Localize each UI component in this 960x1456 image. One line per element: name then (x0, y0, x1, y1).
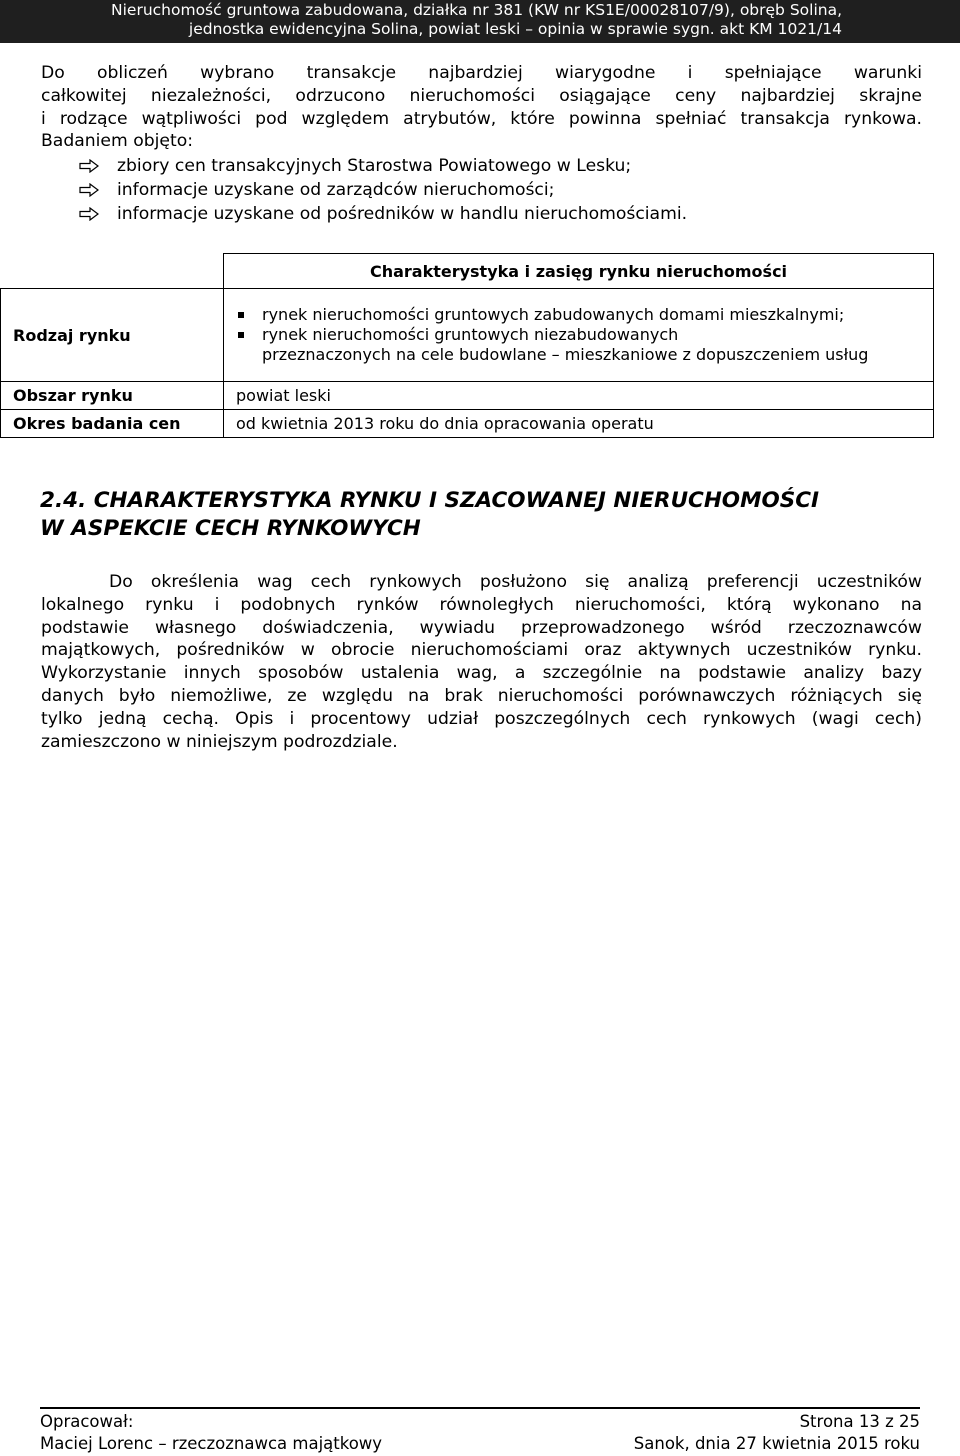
table-row (1, 289, 934, 382)
footer-prepared-label: Opracował: (40, 1412, 134, 1431)
intro-line: całkowitej niezależności, odrzucono nieruchomości osiągające ceny najbardziej skrajne (41, 85, 922, 106)
row-label-obszar: Obszar rynku (1, 382, 224, 410)
square-bullet-icon (238, 312, 244, 318)
intro-paragraph (41, 62, 922, 130)
list-item-text: informacje uzyskane od zarządców nieruchomości; (117, 180, 555, 200)
footer-divider (40, 1407, 920, 1409)
section-heading-line: 2.4. CHARAKTERYSTYKA RYNKU I SZACOWANEJ NIERUCHOMOŚCI (40, 488, 820, 513)
bullet-item (236, 305, 933, 325)
row-label-rodzaj: Rodzaj rynku (1, 289, 224, 382)
section-heading (40, 487, 819, 543)
body-line: majątkowych, pośredników w obrocie nieruchomościami oraz aktywnych uczestników rynku. (41, 640, 922, 661)
row-value-okres: od kwietnia 2013 roku do dnia opracowania operatu (224, 410, 934, 438)
body-line: Do określenia wag cech rynkowych posłużono się analizą preferencji uczestników (109, 572, 922, 592)
table-header-row (1, 254, 934, 289)
bullet-text: przeznaczonych na cele budowlane – mieszkaniowe z dopuszczeniem usług (262, 345, 869, 364)
row-label-okres: Okres badania cen (1, 410, 224, 438)
table-header: Charakterystyka i zasięg rynku nieruchomości (224, 254, 934, 289)
list-item-text: informacje uzyskane od pośredników w handlu nieruchomościami. (117, 204, 688, 224)
bullet-text: rynek nieruchomości gruntowych zabudowanych domami mieszkalnymi; (262, 305, 845, 324)
scope-list (79, 154, 687, 226)
footer-place-date: Sanok, dnia 27 kwietnia 2015 roku (633, 1434, 920, 1453)
row-value-rodzaj (224, 289, 934, 382)
intro-line: Do obliczeń wybrano transakcje najbardziej wiarygodne i spełniające warunki (41, 63, 922, 83)
header-line-1: Nieruchomość gruntowa zabudowana, działka nr 381 (KW nr KS1E/00028107/9), obręb Solina, (111, 1, 842, 19)
intro-line: i rodzące wątpliwości pod względem atrybutów, które powinna spełniać transakcja rynkowa. (41, 108, 922, 129)
market-table (0, 253, 934, 438)
square-bullet-icon (238, 332, 244, 338)
body-line: tylko jedną cechą. Opis i procentowy udział poszczególnych cech rynkowych (wagi cech) (41, 708, 922, 729)
body-line: zamieszczono w niniejszym podrozdziale. (41, 731, 398, 752)
body-line: Wykorzystanie innych sposobów ustalenia wag, a szczególnie na podstawie analizy bazy (41, 663, 922, 684)
intro-last-line: Badaniem objęto: (41, 131, 194, 151)
bullet-text: rynek nieruchomości gruntowych niezabudowanych (262, 325, 679, 344)
row-value-obszar: powiat leski (224, 382, 934, 410)
arrow-right-icon (79, 207, 99, 221)
list-item (79, 154, 687, 178)
bullet-continuation (236, 345, 933, 365)
table-row (1, 410, 934, 438)
list-item (79, 202, 687, 226)
table-row (1, 382, 934, 410)
footer-page-number: Strona 13 z 25 (799, 1412, 920, 1431)
table-blank-cell (1, 254, 224, 289)
body-line: podstawie własnego doświadczenia, wywiadu przeprowadzonego wśród rzeczoznawców (41, 617, 922, 638)
arrow-right-icon (79, 183, 99, 197)
section-body (41, 571, 922, 753)
list-item-text: zbiory cen transakcyjnych Starostwa Powiatowego w Lesku; (117, 156, 632, 176)
footer-author: Maciej Lorenc – rzeczoznawca majątkowy (40, 1434, 383, 1453)
header-line-2: jednostka ewidencyjna Solina, powiat leski – opinia w sprawie sygn. akt KM 1021/14 (188, 20, 842, 38)
bullet-item (236, 325, 933, 345)
list-item (79, 178, 687, 202)
body-line: lokalnego rynku i podobnych rynków równoległych nieruchomości, którą wykonano na (41, 594, 922, 615)
page-header (0, 0, 960, 43)
section-heading-line: W ASPEKCIE CECH RYNKOWYCH (40, 516, 421, 541)
body-line: danych było niemożliwe, ze względu na brak nieruchomości porównawczych różniących się (41, 685, 922, 706)
arrow-right-icon (79, 159, 99, 173)
